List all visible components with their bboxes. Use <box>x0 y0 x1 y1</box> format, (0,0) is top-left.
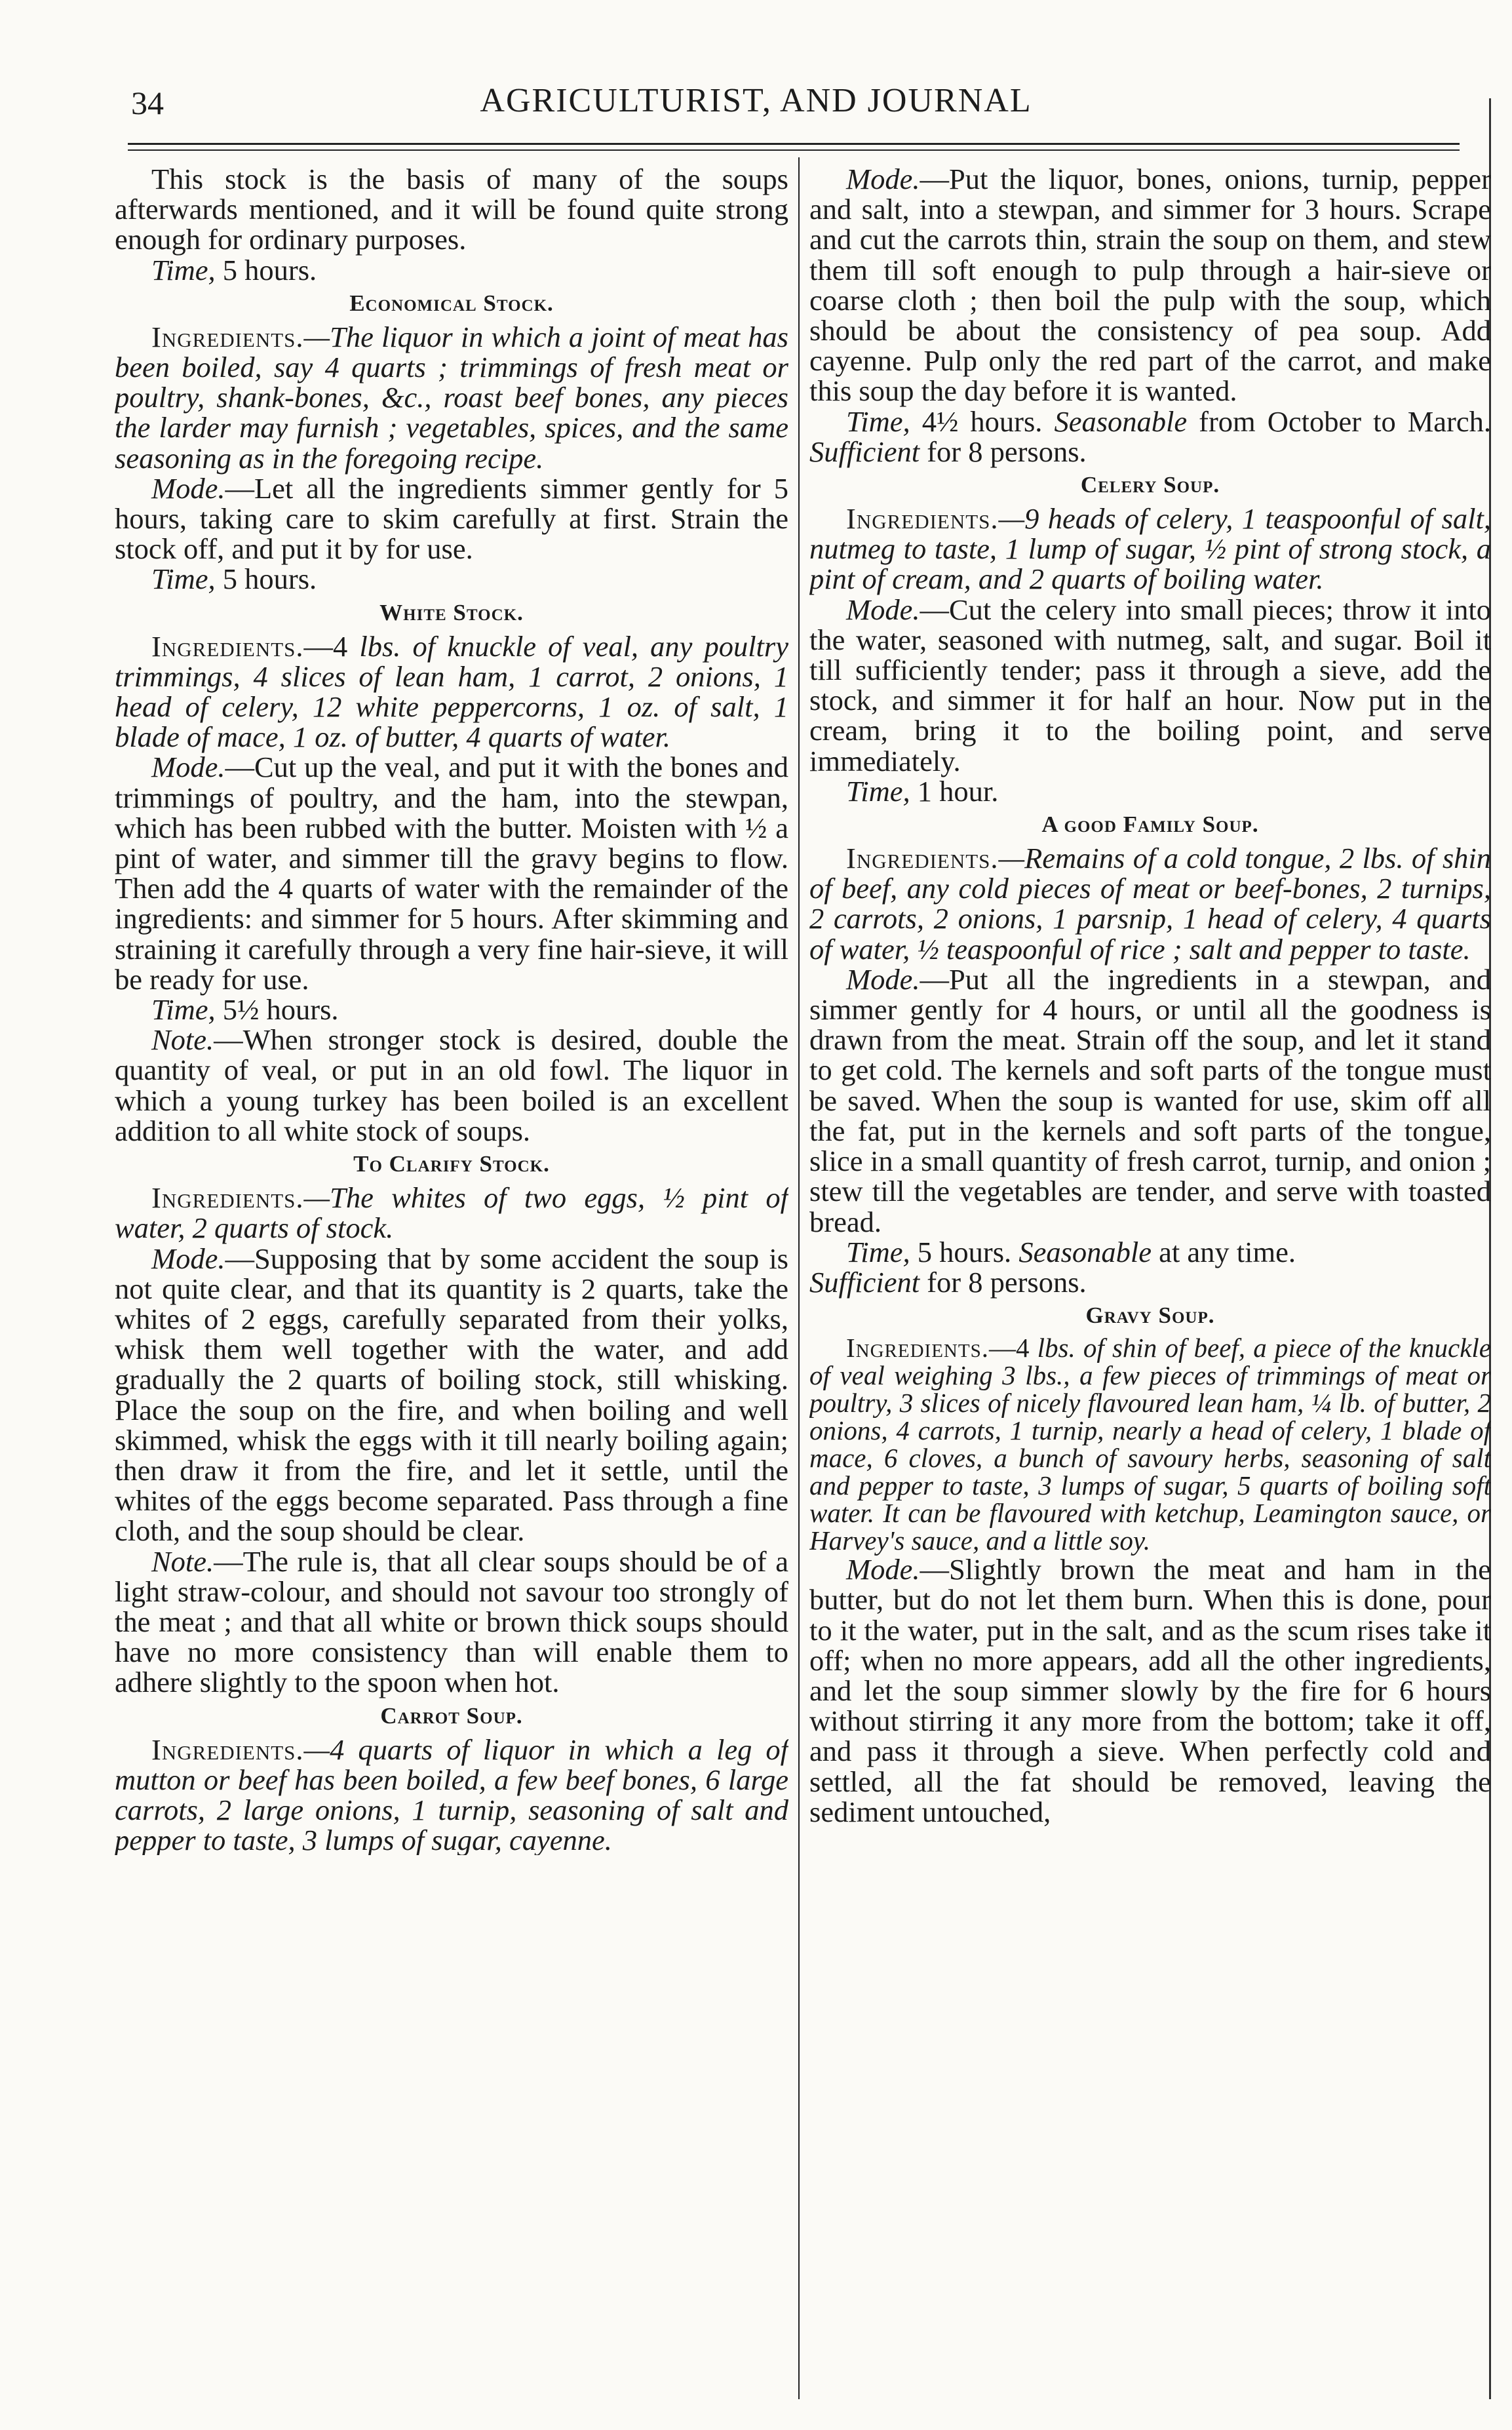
right-column <box>809 164 1491 1827</box>
ingredients-label: Ingredients. <box>151 1733 304 1766</box>
mode-label: Mode. <box>846 593 920 626</box>
ingredients-paragraph <box>115 631 788 753</box>
page-header <box>0 0 1512 138</box>
mode-text: —Supposing that by some accident the soup is not quite clear, and that its quantity is 2 quarts, take the whites of 2 eggs, carefully separated from their yolks, whisk them well together with the water, and add gradually the 2 quarts of boiling stock, still whisking. Place the soup on the fire, and when boiling and well skimmed, whisk the eggs with it till nearly boiling again; then draw it from the fire, and let it settle, until the whites of the eggs become separated. Pass through a fine cloth, and the soup should be clear. <box>115 1242 788 1548</box>
mode-text: —Let all the ingredients simmer gently for 5 hours, taking care to skim carefully at first. Strain the stock off, and put it by for use. <box>115 471 788 566</box>
time-paragraph <box>809 1237 1491 1297</box>
time-paragraph <box>115 994 788 1025</box>
note-paragraph <box>115 1025 788 1146</box>
intro-paragraph <box>115 164 788 255</box>
ingredients-label: Ingredients. <box>151 629 304 663</box>
mode-label: Mode. <box>151 471 225 505</box>
time-value: 5 hours. <box>215 562 317 596</box>
mode-label: Mode. <box>846 164 920 195</box>
sufficient-value: for 8 persons. <box>920 435 1087 468</box>
ingredients-text: —9 heads of celery, 1 teaspoonful of salt, nutmeg to taste, 1 lump of sugar, ½ pint of strong stock, a pint of cream, and 2 quarts of boiling water. <box>809 502 1491 596</box>
mode-text: —Put the liquor, bones, onions, turnip, pepper and salt, into a stewpan, and simmer for 3 hours. Scrape and cut the carrots thin, strain the soup on them, and stew them till soft enough to pulp through a hair-sieve or coarse cloth ; then boil the pulp with the soup, which should be about the consistency of pea soup. Add cayenne. Pulp only the red part of the carrot, and make this soup the day before it is wanted. <box>809 164 1491 408</box>
ingredients-text: —The whites of two eggs, ½ pint of water, 2 quarts of stock. <box>115 1181 788 1245</box>
note-label: Note. <box>151 1544 214 1578</box>
mode-text: —Cut the celery into small pieces; throw it into the water, seasoned with nutmeg, salt, and sugar. Boil it till sufficiently tender; pass it through a sieve, add the stock, and simmer it for half an hour. Now put in the cream, bring it to the boiling point, and serve immediately. <box>809 593 1491 777</box>
ingredients-paragraph <box>115 1183 788 1243</box>
time-label: Time, <box>151 253 216 286</box>
mode-text: —Cut up the veal, and put it with the bones and trimmings of poultry, and the ham, into the stewpan, which has been rubbed with the butter. Moisten with ½ a pint of water, and simmer till the gravy begins to flow. Then add the 4 quarts of water with the remainder of the ingredients: and simmer for 5 hours. After skimming and straining it carefully through a very fine hair-sieve, it will be ready for use. <box>115 751 788 996</box>
seasonable-label: Seasonable <box>1054 404 1188 438</box>
header-rule-thin <box>128 149 1460 151</box>
mode-label: Mode. <box>846 962 920 996</box>
running-head: AGRICULTURIST, AND JOURNAL <box>480 82 1032 119</box>
ingredients-label: Ingredients. <box>151 1181 304 1215</box>
ingredients-text: —Remains of a cold tongue, 2 lbs. of shin of beef, any cold pieces of meat or beef-bones, 2 turnips, 2 carrots, 2 onions, 1 parsnip, 1 head of celery, 4 quarts of water, ½ teaspoonful of rice ; salt and pepper to taste. <box>809 842 1491 966</box>
mode-paragraph <box>115 752 788 994</box>
time-value: 4½ hours. <box>910 404 1055 438</box>
note-paragraph <box>115 1546 788 1698</box>
time-paragraph <box>809 406 1491 467</box>
left-column <box>115 164 788 1855</box>
ingredients-text: —4 quarts of liquor in which a leg of mutton or beef has been boiled, a few beef bones, 6 large carrots, 2 large onions, 1 turnip, seasoning of salt and pepper to taste, 3 lumps of sugar, cayenne. <box>115 1733 788 1856</box>
sufficient-value: for 8 persons. <box>920 1265 1087 1299</box>
mode-paragraph <box>809 1554 1491 1827</box>
ingredients-label: Ingredients. <box>846 1333 989 1363</box>
recipe-heading-economical-stock: Economical Stock. <box>349 290 554 316</box>
intro-text: This stock is the basis of many of the soups afterwards mentioned, and it will be found quite strong enough for ordinary purposes. <box>115 164 788 256</box>
intro-time <box>115 255 788 285</box>
note-text: —The rule is, that all clear soups should be of a light straw-colour, and should not savour too strongly of the meat ; and that all white or brown thick soups should have no more consistency than will enable them to adhere slightly to the spoon when hot. <box>115 1544 788 1699</box>
recipe-heading-white-stock: White Stock. <box>379 599 524 625</box>
mode-label: Mode. <box>846 1553 920 1586</box>
ingredients-text: —The liquor in which a joint of meat has been boiled, say 4 quarts ; trimmings of fresh meat or poultry, shank-bones, &c., roast beef bones, any pieces the larder may furnish ; vegetables, spices, and the same seasoning as in the foregoing recipe. <box>115 320 788 475</box>
sufficient-label: Sufficient <box>809 435 920 468</box>
recipe-heading-gravy-soup: Gravy Soup. <box>1085 1303 1215 1329</box>
mode-label: Mode. <box>151 1242 225 1275</box>
ingredients-text-a: —4 <box>303 629 360 663</box>
ingredients-text-b: lbs. of knuckle of veal, any poultry trimmings, 4 slices of lean ham, 1 carrot, 2 onions, 1 head of celery, 12 white peppercorns, 1 oz. of salt, 1 blade of mace, 1 oz. of butter, 4 quarts of water. <box>115 629 788 754</box>
ingredients-label: Ingredients. <box>151 320 304 353</box>
mode-text: —Slightly brown the meat and ham in the butter, but do not let them burn. When this is done, pour to it the water, put in the salt, and as the scum rises take it off; when no more appears, add all the other ingredients, and let the soup simmer slowly by the fire for 6 hours without stirring it any more from the bottom; take it off, and pass it through a sieve. When perfectly cold and settled, all the fat should be removed, leaving the sediment untouched, <box>809 1553 1491 1827</box>
sufficient-label: Sufficient <box>809 1265 920 1299</box>
ingredients-paragraph <box>115 322 788 473</box>
time-label: Time, <box>151 562 216 596</box>
mode-paragraph <box>809 964 1491 1237</box>
mode-label: Mode. <box>151 751 225 784</box>
ingredients-paragraph <box>809 843 1491 964</box>
time-label: Time, <box>151 993 216 1027</box>
ingredients-label: Ingredients. <box>846 842 999 875</box>
time-value: 5½ hours. <box>215 993 339 1027</box>
page-number: 34 <box>131 85 164 121</box>
ingredients-paragraph <box>809 1334 1491 1554</box>
recipe-heading-family-soup: A good Family Soup. <box>1041 812 1259 838</box>
header-rule <box>128 143 1460 145</box>
recipe-heading-celery-soup: Celery Soup. <box>1080 472 1220 498</box>
time-label: Time, <box>846 774 910 808</box>
time-value: 5 hours. <box>215 253 317 286</box>
ingredients-paragraph <box>809 503 1491 595</box>
time-label: Time, <box>846 404 910 438</box>
ingredients-text-b: lbs. of shin of beef, a piece of the knuckle of veal weighing 3 lbs., a few pieces of trimmings of meat or poultry, 3 slices of nicely flavoured lean ham, ¼ lb. of butter, 2 onions, 4 carrots, 1 turnip, nearly a head of celery, 1 blade of mace, 6 cloves, a bunch of savoury herbs, seasoning of salt and pepper to taste, 3 lumps of sugar, 5 quarts of boiling soft water. It can be flavoured with ketchup, Leamington sauce, or Harvey's sauce, and a little soy. <box>809 1333 1491 1556</box>
mode-paragraph <box>809 595 1491 776</box>
seasonable-value: at any time. <box>1152 1235 1296 1268</box>
mode-paragraph <box>809 164 1491 406</box>
mode-paragraph <box>115 473 788 564</box>
seasonable-label: Seasonable <box>1018 1235 1152 1268</box>
note-label: Note. <box>151 1023 214 1057</box>
note-text: —When stronger stock is desired, double the quantity of veal, or put in an old fowl. The liquor in which a young turkey has been boiled is an excellent addition to all white stock of soups. <box>115 1023 788 1147</box>
seasonable-value: from October to March. <box>1187 404 1491 438</box>
recipe-heading-clarify-stock: To Clarify Stock. <box>353 1151 550 1177</box>
mode-text: —Put all the ingredients in a stewpan, and simmer gently for 4 hours, or until all the goodness is drawn from the meat. Strain off the soup, and let it stand to get cold. The kernels and soft parts of the tongue must be saved. When the soup is wanted for use, skim off all the fat, put in the kernels and soft parts of the tongue, slice in a small quantity of fresh carrot, turnip, and onion ; stew till the vegetables are tender, and serve with toasted bread. <box>809 962 1491 1238</box>
time-value: 1 hour. <box>910 774 999 808</box>
time-paragraph <box>115 564 788 594</box>
mode-paragraph <box>115 1244 788 1546</box>
recipe-heading-carrot-soup: Carrot Soup. <box>380 1702 523 1729</box>
ingredients-paragraph <box>115 1734 788 1856</box>
column-divider <box>798 157 800 2399</box>
time-paragraph <box>809 776 1491 806</box>
time-value: 5 hours. <box>910 1235 1019 1268</box>
time-label: Time, <box>846 1235 910 1268</box>
ingredients-label: Ingredients. <box>846 502 999 536</box>
ingredients-text-a: —4 <box>988 1333 1037 1363</box>
